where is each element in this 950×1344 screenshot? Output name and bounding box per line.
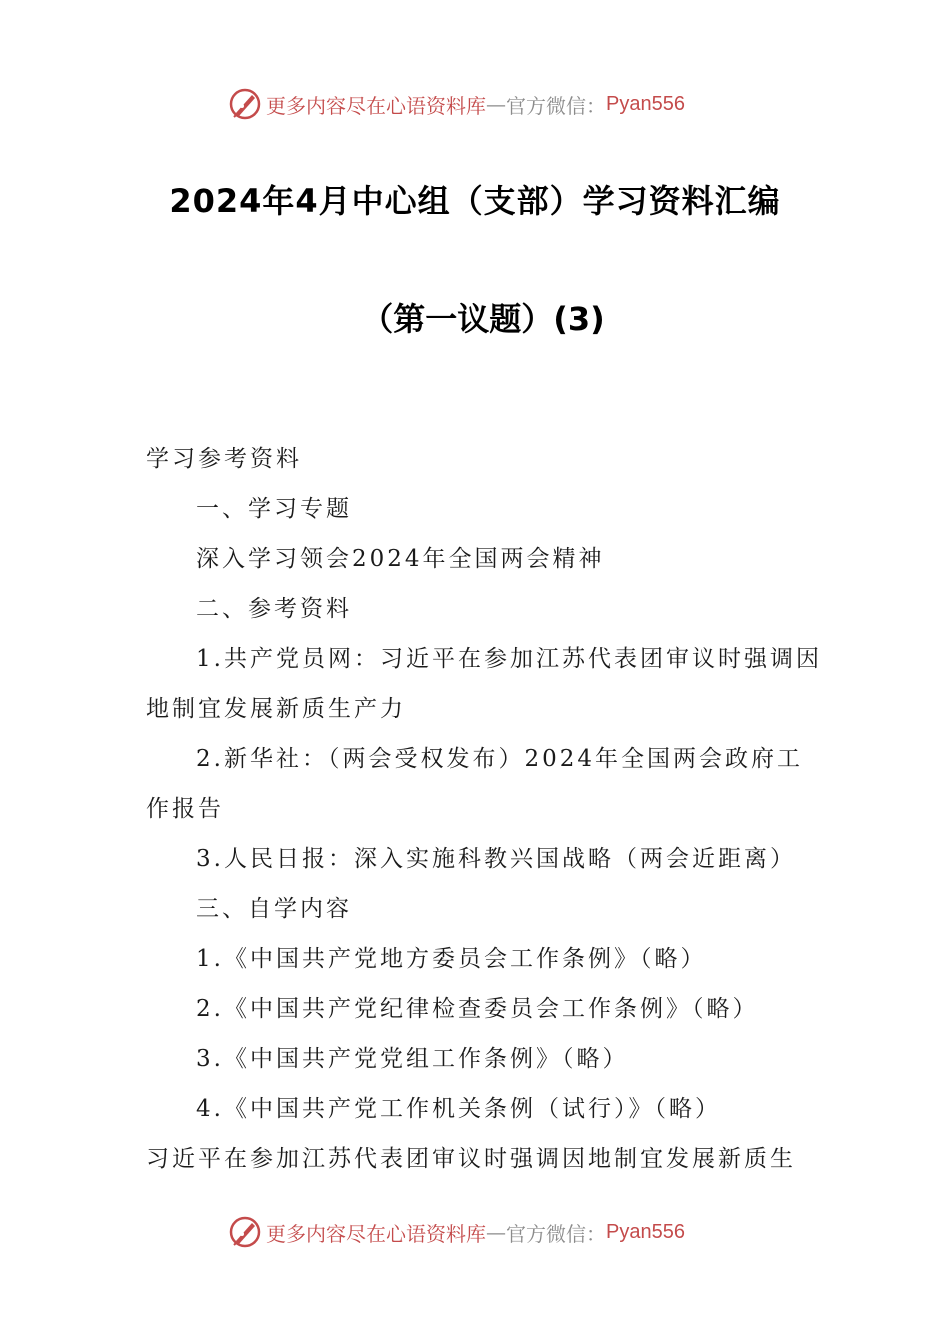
self-study-item-1: 1.《中国共产党地方委员会工作条例》（略） [196,946,707,972]
watermark-main-text: 更多内容尽在心语资料库 [266,1221,486,1246]
self-study-item-4: 4.《中国共产党工作机关条例（试行）》（略） [196,1096,721,1122]
watermark-sub-text: 官方微信： [506,93,606,118]
footer-watermark [228,1212,748,1252]
heading-self-study: 三、自学内容 [196,896,352,922]
watermark-dash: — [486,1220,506,1244]
article-opening-line: 习近平在参加江苏代表团审议时强调因地制宜发展新质生 [146,1146,796,1172]
reference-item-1-line2: 地制宜发展新质生产力 [146,696,406,722]
pen-logo-icon [228,1215,262,1249]
heading-reference-materials: 二、参考资料 [196,596,352,622]
reference-item-2-line2: 作报告 [146,796,224,822]
study-topic-text: 深入学习领会2024年全国两会精神 [196,546,605,572]
heading-study-topic: 一、学习专题 [196,496,352,522]
reference-item-2-line1: 2.新华社：（两会受权发布）2024年全国两会政府工 [196,746,803,772]
watermark-sub-text: 官方微信： [506,1221,606,1246]
watermark-wechat-id: Pyan556 [606,1220,685,1243]
watermark-main-text: 更多内容尽在心语资料库 [266,93,486,118]
reference-item-1-line1: 1.共产党员网：习近平在参加江苏代表团审议时强调因 [196,646,822,672]
self-study-item-3: 3.《中国共产党党组工作条例》（略） [196,1046,629,1072]
pen-logo-icon [228,87,262,121]
reference-item-3: 3.人民日报：深入实施科教兴国战略（两会近距离） [196,846,796,872]
self-study-item-2: 2.《中国共产党纪律检查委员会工作条例》（略） [196,996,759,1022]
watermark-dash: — [486,92,506,116]
watermark-wechat-id: Pyan556 [606,92,685,115]
header-watermark [228,84,748,124]
document-title: 2024年4月中心组（支部）学习资料汇编 [169,182,781,220]
document-subtitle: （第一议题）(3) [361,300,605,338]
section-label: 学习参考资料 [146,446,302,472]
